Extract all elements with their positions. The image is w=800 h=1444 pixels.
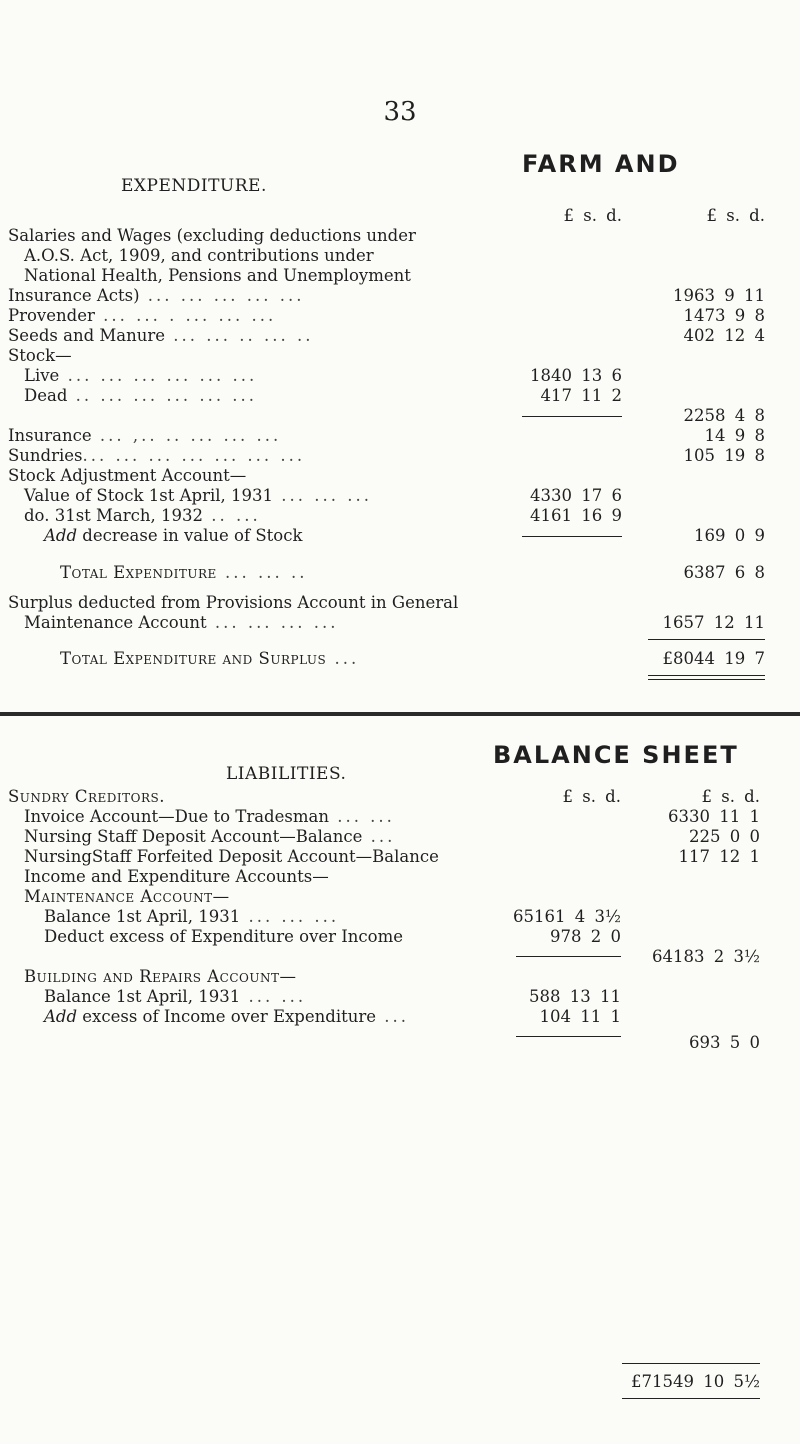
stock-value-1932-row: do. 31st March, 1932 .. ... [24, 506, 261, 525]
insurance-row: Insurance ... ,.. .. ... ... ... [8, 426, 282, 445]
invoice-amount: 6330 11 1 [668, 807, 760, 826]
salaries-line-2: A.O.S. Act, 1909, and contributions under [24, 246, 374, 265]
income-expenditure-label: Income and Expenditure Accounts— [24, 867, 329, 886]
salaries-line-4: Insurance Acts) ... ... ... ... ... [8, 286, 305, 305]
stock-dead-row: Dead .. ... ... ... ... ... [24, 386, 258, 405]
stock-decrease-amount: 169 0 9 [694, 526, 765, 545]
stock-label: Stock— [8, 346, 72, 365]
stock-dead-amount: 417 11 2 [540, 386, 622, 405]
building-add-amount: 104 11 1 [539, 1007, 621, 1026]
final-rule-a [648, 675, 765, 676]
stock-decrease-row: Add decrease in value of Stock [44, 526, 303, 545]
stock-subtotal-rule [522, 416, 622, 417]
nursing-deposit-amount: 225 0 0 [689, 827, 760, 846]
salaries-amount: 1963 9 11 [673, 286, 765, 305]
stock-value-1931-amount: 4330 17 6 [530, 486, 622, 505]
seeds-row: Seeds and Manure ... ... .. ... .. [8, 326, 314, 345]
surplus-amount: 1657 12 11 [662, 613, 765, 632]
invoice-row: Invoice Account—Due to Tradesman ... ... [24, 807, 395, 826]
grand-total-amount: £71549 10 5½ [631, 1372, 760, 1391]
liabilities-heading: LIABILITIES. [226, 764, 347, 784]
maintenance-deduct-row: Deduct excess of Expenditure over Income [44, 927, 404, 946]
farm-inner-col-header: £ s. d. [563, 206, 622, 225]
balance-outer-col-header: £ s. d. [701, 787, 760, 806]
sundry-creditors-label: Sundry Creditors. [8, 787, 165, 806]
sundries-row: Sundries... ... ... ... ... ... ... [8, 446, 306, 465]
nursing-deposit-row: Nursing Staff Deposit Account—Balance ... [24, 827, 396, 846]
stock-adjustment-label: Stock Adjustment Account— [8, 466, 247, 485]
stock-live-row: Live ... ... ... ... ... ... [24, 366, 258, 385]
balance-sheet-title: BALANCE SHEET [493, 741, 739, 769]
stock-live-amount: 1840 13 6 [530, 366, 622, 385]
total-expenditure-row: Total Expenditure ... ... .. [60, 563, 308, 582]
grand-total-rule-top [622, 1363, 760, 1364]
maintenance-balance-amount: 65161 4 3½ [513, 907, 621, 926]
surplus-line-1: Surplus deducted from Provisions Account in General [8, 593, 459, 612]
maintenance-deduct-amount: 978 2 0 [550, 927, 621, 946]
sundries-amount: 105 19 8 [683, 446, 765, 465]
stock-value-1931-row: Value of Stock 1st April, 1931 ... ... ... [24, 486, 372, 505]
grand-total-rule-bottom [622, 1398, 760, 1399]
surplus-rule [648, 639, 765, 640]
salaries-line-3: National Health, Pensions and Unemployment [24, 266, 411, 285]
nursing-forfeited-amount: 117 12 1 [678, 847, 760, 866]
balance-inner-col-header: £ s. d. [562, 787, 621, 806]
total-with-surplus-amount: £8044 19 7 [662, 649, 765, 668]
page-number: 33 [383, 97, 417, 127]
provender-amount: 1473 9 8 [683, 306, 765, 325]
expenditure-heading: EXPENDITURE. [121, 176, 267, 196]
building-balance-row: Balance 1st April, 1931 ... ... [44, 987, 307, 1006]
total-expenditure-amount: 6387 6 8 [683, 563, 765, 582]
section-divider [0, 712, 800, 716]
building-account-label: Building and Repairs Account— [24, 967, 297, 986]
building-balance-amount: 588 13 11 [529, 987, 621, 1006]
seeds-amount: 402 12 4 [683, 326, 765, 345]
maintenance-balance-row: Balance 1st April, 1931 ... ... ... [44, 907, 340, 926]
maintenance-total-amount: 64183 2 3½ [652, 947, 760, 966]
stock-value-1932-amount: 4161 16 9 [530, 506, 622, 525]
total-with-surplus-row: Total Expenditure and Surplus ... [60, 649, 360, 668]
building-add-row: Add excess of Income over Expenditure ... [44, 1007, 409, 1026]
farm-title: FARM AND [522, 150, 680, 178]
insurance-amount: 14 9 8 [704, 426, 765, 445]
maintenance-rule [516, 956, 621, 957]
stock-adjustment-rule [522, 536, 622, 537]
stock-total-amount: 2258 4 8 [683, 406, 765, 425]
building-rule [516, 1036, 621, 1037]
provender-row: Provender ... ... . ... ... ... [8, 306, 277, 325]
salaries-line-1: Salaries and Wages (excluding deductions under [8, 226, 416, 245]
building-total-amount: 693 5 0 [689, 1033, 760, 1052]
nursing-forfeited-row: NursingStaff Forfeited Deposit Account—Balance [24, 847, 439, 866]
maintenance-account-label: Maintenance Account— [24, 887, 230, 906]
surplus-line-2: Maintenance Account ... ... ... ... [24, 613, 339, 632]
farm-outer-col-header: £ s. d. [706, 206, 765, 225]
final-rule-b [648, 679, 765, 680]
